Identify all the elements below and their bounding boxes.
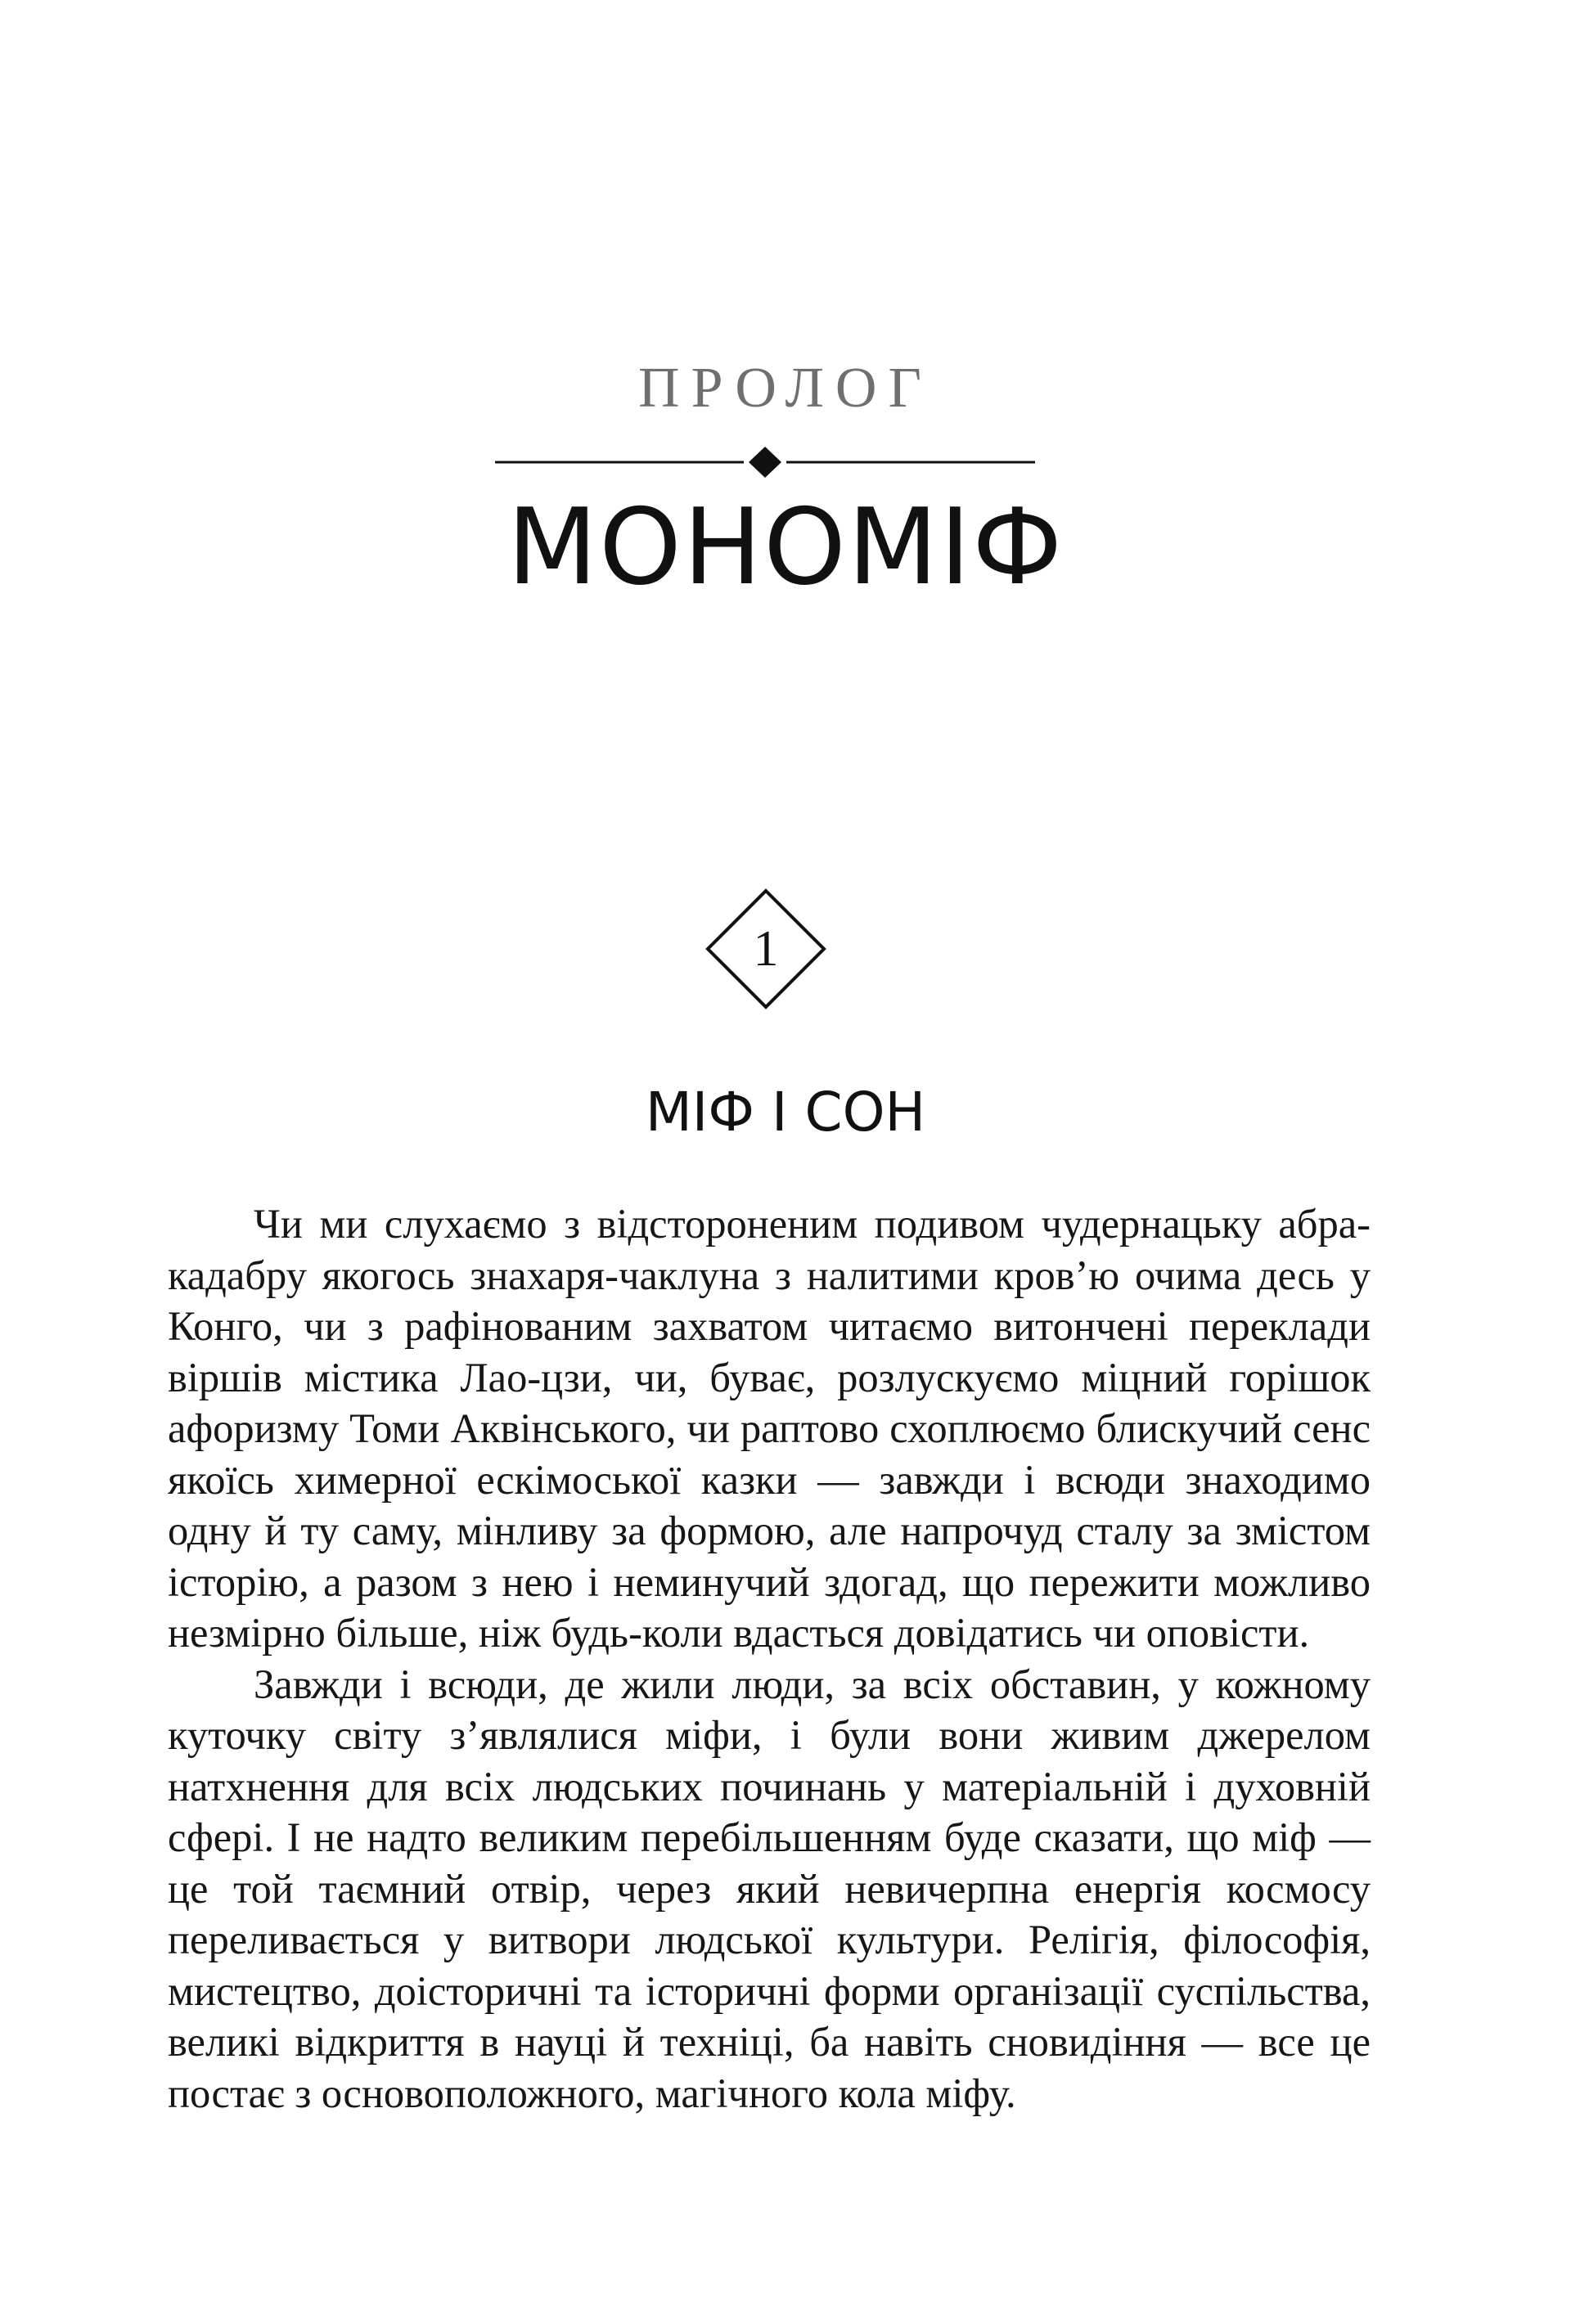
section-title: МІФ І СОН: [645, 1081, 926, 1144]
section-number-badge: [704, 888, 827, 1010]
chapter-title: МОНОМІФ: [506, 487, 1065, 609]
body-text: [168, 1198, 1371, 2119]
paragraph: Завжди і всюди, де жили люди, за всіх обставин, у кожному куточку світу з’являлися міфи, і були вони живим джерелом натхнення для всіх людських починань у матеріальній і духовній сфері. І не надто великим перебільшенням буде сказати, що міф — це той таємний отвір, через який невичерпна енергія космосу переливається у витвори людської культури. Релігія, філософія, мистецтво, доісторичні та історичні форми організації суспільства, великі відкриття в науці й техніці, ба навіть сновидіння — все це постає з основоположного, магічного кола міфу.: [168, 1661, 1371, 2116]
paragraph: Чи ми слухаємо з відстороненим подивом чудернацьку абракадабру якогось знахаря-чаклуна з налитими кров’ю очима десь у Конго, чи з рафінованим захватом читаємо витончені переклади віршів містика Лао-цзи, чи, буває, розлускуємо міцний горішок афоризму Томи Аквінського, чи раптово схоплюємо блискучий сенс якоїсь химерної ескімоської казки — завжди і всюди знаходимо одну й ту саму, мінливу за формою, але напрочуд сталу за змістом історію, а разом з нею і неминучий здогад, що пережити можливо незмірно більше, ніж будь-коли вдасться довідатись чи оповісти.: [168, 1201, 1371, 1656]
ornament-divider: [495, 442, 1035, 483]
section-number: 1: [753, 921, 779, 977]
diamond-ornament-icon: [749, 447, 781, 478]
prologue-label: ПРОЛОГ: [638, 357, 933, 420]
